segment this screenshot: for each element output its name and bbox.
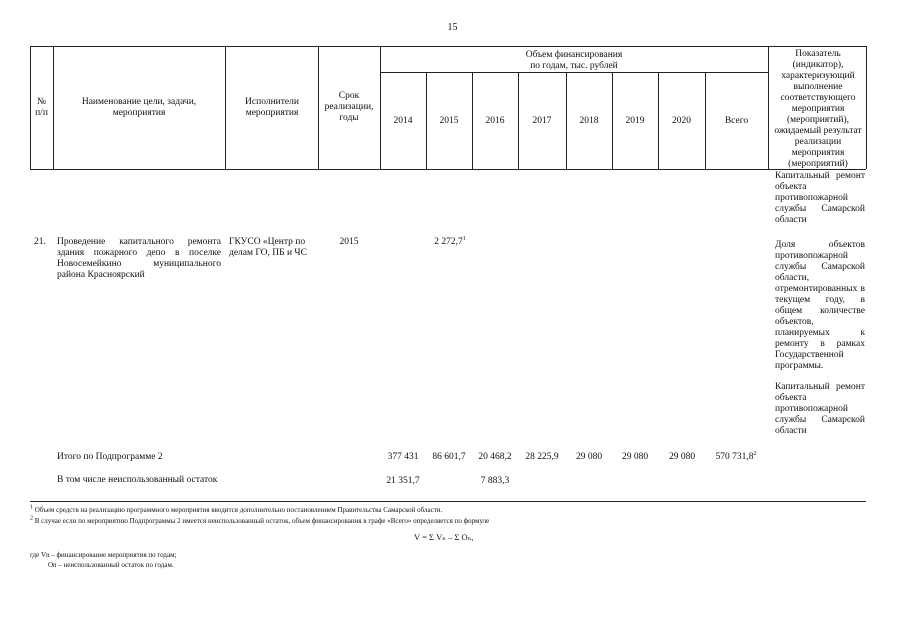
footnote-mark-2: 2 bbox=[753, 450, 757, 457]
total-2018: 29 080 bbox=[575, 452, 603, 462]
footnote-mark-1: 1 bbox=[462, 235, 466, 242]
where-line-1: где Vn – финансирование мероприятия по годам; bbox=[30, 551, 177, 559]
header-year-2014: 2014 bbox=[393, 116, 413, 126]
footnote-1-mark: 1 bbox=[30, 504, 33, 511]
total-2014: 377 431 bbox=[387, 452, 419, 462]
col-line bbox=[53, 46, 54, 169]
footnote-2-mark: 2 bbox=[30, 515, 33, 522]
col-line bbox=[380, 46, 381, 169]
row21-name: Проведение капитального ремонта здания пожарного депо в поселке Новосемейкино муниципального района Красноярский bbox=[57, 237, 221, 280]
header-year-2015: 2015 bbox=[439, 116, 459, 126]
footnote-1 bbox=[30, 506, 442, 515]
formula: V = Σ Vₙ – Σ Oₙ, bbox=[414, 532, 474, 542]
header-year-2020: 2020 bbox=[672, 116, 691, 126]
row21-value-2015 bbox=[420, 237, 480, 248]
header-executors: Исполнители мероприятия bbox=[245, 97, 299, 118]
header-total: Всего bbox=[724, 116, 749, 126]
header-funding-group: Объем финансирования по годам, тыс. рублей bbox=[525, 50, 623, 71]
row21-value-2015-text: 2 272,7 bbox=[434, 237, 463, 247]
total-all-text: 570 731,8 bbox=[715, 452, 754, 462]
row21-indicator-1: Доля объектов противопожарной службы Самарской области, отремонтированных в текущем году, в общем количестве объектов, планируемых к ремонту в рамках Государственной программы. bbox=[775, 240, 865, 371]
col-line bbox=[866, 46, 867, 169]
total-all bbox=[704, 452, 768, 463]
total-2019: 29 080 bbox=[621, 452, 649, 462]
header-year-2016: 2016 bbox=[485, 116, 505, 126]
header-term: Срок реализации, годы bbox=[324, 91, 374, 123]
table-top-border bbox=[30, 46, 866, 47]
footnote-2 bbox=[30, 517, 489, 526]
header-num: № п/п bbox=[35, 97, 48, 118]
header-year-2019: 2019 bbox=[625, 116, 645, 126]
unused-2016: 7 883,3 bbox=[480, 476, 510, 486]
page-number: 15 bbox=[447, 22, 458, 33]
where-line-2: Оn – неиспользованный остаток по годам. bbox=[48, 561, 174, 569]
footnote-1-text: Объем средств на реализацию программного мероприятия вводится дополнительно постановлением Правительства Самарской области. bbox=[34, 506, 443, 514]
col-line bbox=[768, 46, 769, 169]
unused-label: В том числе неиспользованный остаток bbox=[57, 475, 218, 485]
row21-indicator-2: Капитальный ремонт объекта противопожарной службы Самарской области bbox=[775, 382, 865, 436]
col-line bbox=[318, 46, 319, 169]
total-2017: 28 225,9 bbox=[525, 452, 559, 462]
row21-executor: ГКУСО «Центр по делам ГО, ПБ и ЧС bbox=[229, 237, 307, 258]
total-2020: 29 080 bbox=[668, 452, 696, 462]
header-year-2017: 2017 bbox=[532, 116, 552, 126]
header-bottom-border bbox=[30, 169, 866, 170]
table-bottom-border bbox=[30, 501, 866, 502]
col-line bbox=[225, 46, 226, 169]
carryover-indicator: Капитальный ремонт объекта противопожарной службы Самарской области bbox=[775, 171, 865, 225]
row21-term: 2015 bbox=[339, 237, 359, 247]
total-label: Итого по Подпрограмме 2 bbox=[57, 452, 163, 462]
header-year-2018: 2018 bbox=[579, 116, 599, 126]
unused-2014: 21 351,7 bbox=[386, 476, 420, 486]
funding-header-divider bbox=[380, 72, 768, 73]
total-2015: 86 601,7 bbox=[432, 452, 466, 462]
footnote-2-text: В случае если по мероприятию Подпрограммы 2 имеется неиспользованный остаток, объем финансирования в графе «Всего» определяется по формуле bbox=[34, 517, 490, 525]
total-2016: 20 468,2 bbox=[478, 452, 512, 462]
header-indicator: Показатель (индикатор), характеризующий выполнение соответствующего мероприятия (мероприятий), ожидаемый результат реализации мероприятия (мероприятий) bbox=[774, 49, 862, 169]
row21-num: 21. bbox=[34, 237, 46, 247]
header-name: Наименование цели, задачи, мероприятия bbox=[81, 97, 197, 118]
